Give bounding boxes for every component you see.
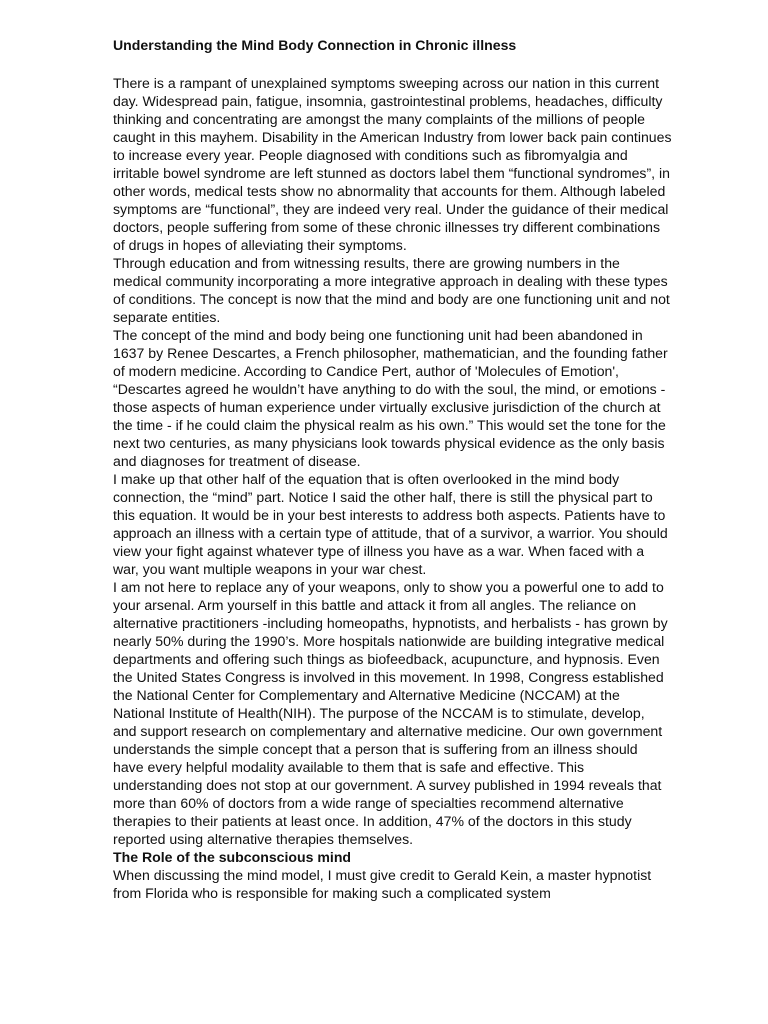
paragraph-3: The concept of the mind and body being one functioning unit had been abandoned in 1637 by Renee Descartes, a French philosopher, mathematician, and the founding father of modern medicine. According to Candice Pert, author of 'Molecules of Emotion', “Descartes agreed he wouldn’t have anything to do with the soul, the mind, or emotions - those aspects of human experience under virtually exclusive jurisdiction of the church at the time - if he could claim the physical realm as his own.” This would set the tone for the next two centuries, as many physicians look towards physical evidence as the only basis and diagnoses for treatment of disease.: [113, 327, 668, 469]
document-title: Understanding the Mind Body Connection in Chronic illness: [113, 37, 517, 53]
paragraph-6: When discussing the mind model, I must give credit to Gerald Kein, a master hypnotist from Florida who is responsible for making such a complicated system: [113, 867, 652, 901]
paragraph-1: There is a rampant of unexplained symptoms sweeping across our nation in this current day. Widespread pain, fatigue, insomnia, gastrointestinal problems, headaches, difficulty thinking and concentrating are amongst the many complaints of the millions of people caught in this mayhem. Disability in the American Industry from lower back pain continues to increase every year. People diagnosed with conditions such as fibromyalgia and irritable bowel syndrome are left stunned as doctors label them “functional syndromes”, in other words, medical tests show no abnormality that accounts for them. Although labeled symptoms are “functional”, they are indeed very real. Under the guidance of their medical doctors, people suffering from some of these chronic illnesses try different combinations of drugs in hopes of alleviating their symptoms.: [113, 75, 672, 253]
paragraph-5: I am not here to replace any of your weapons, only to show you a powerful one to add to your arsenal. Arm yourself in this battle and attack it from all angles. The reliance on alternative practitioners -including homeopaths, hypnotists, and herbalists - has grown by nearly 50% during the 1990’s. More hospitals nationwide are building integrative medical departments and offering such things as biofeedback, acupuncture, and hypnosis. Even the United States Congress is involved in this movement. In 1998, Congress established the National Center for Complementary and Alternative Medicine (NCCAM) at the National Institute of Health(NIH). The purpose of the NCCAM is to stimulate, develop, and support research on complementary and alternative medicine. Our own government understands the simple concept that a person that is suffering from an illness should have every helpful modality available to them that is safe and effective. This understanding does not stop at our government. A survey published in 1994 reveals that more than 60% of doctors from a wide range of specialties recommend alternative therapies to their patients at least once. In addition, 47% of the doctors in this study reported using alternative therapies themselves.: [113, 579, 668, 847]
paragraph-2: Through education and from witnessing results, there are growing numbers in the medical community incorporating a more integrative approach in dealing with these types of conditions. The concept is now that the mind and body are one functioning unit and not separate entities.: [113, 255, 670, 325]
paragraph-4: I make up that other half of the equation that is often overlooked in the mind body connection, the “mind” part. Notice I said the other half, there is still the physical part to this equation. It would be in your best interests to address both aspects. Patients have to approach an illness with a certain type of attitude, that of a survivor, a warrior. You should view your fight against whatever type of illness you have as a war. When faced with a war, you want multiple weapons in your war chest.: [113, 471, 668, 577]
section-heading: The Role of the subconscious mind: [113, 849, 352, 865]
